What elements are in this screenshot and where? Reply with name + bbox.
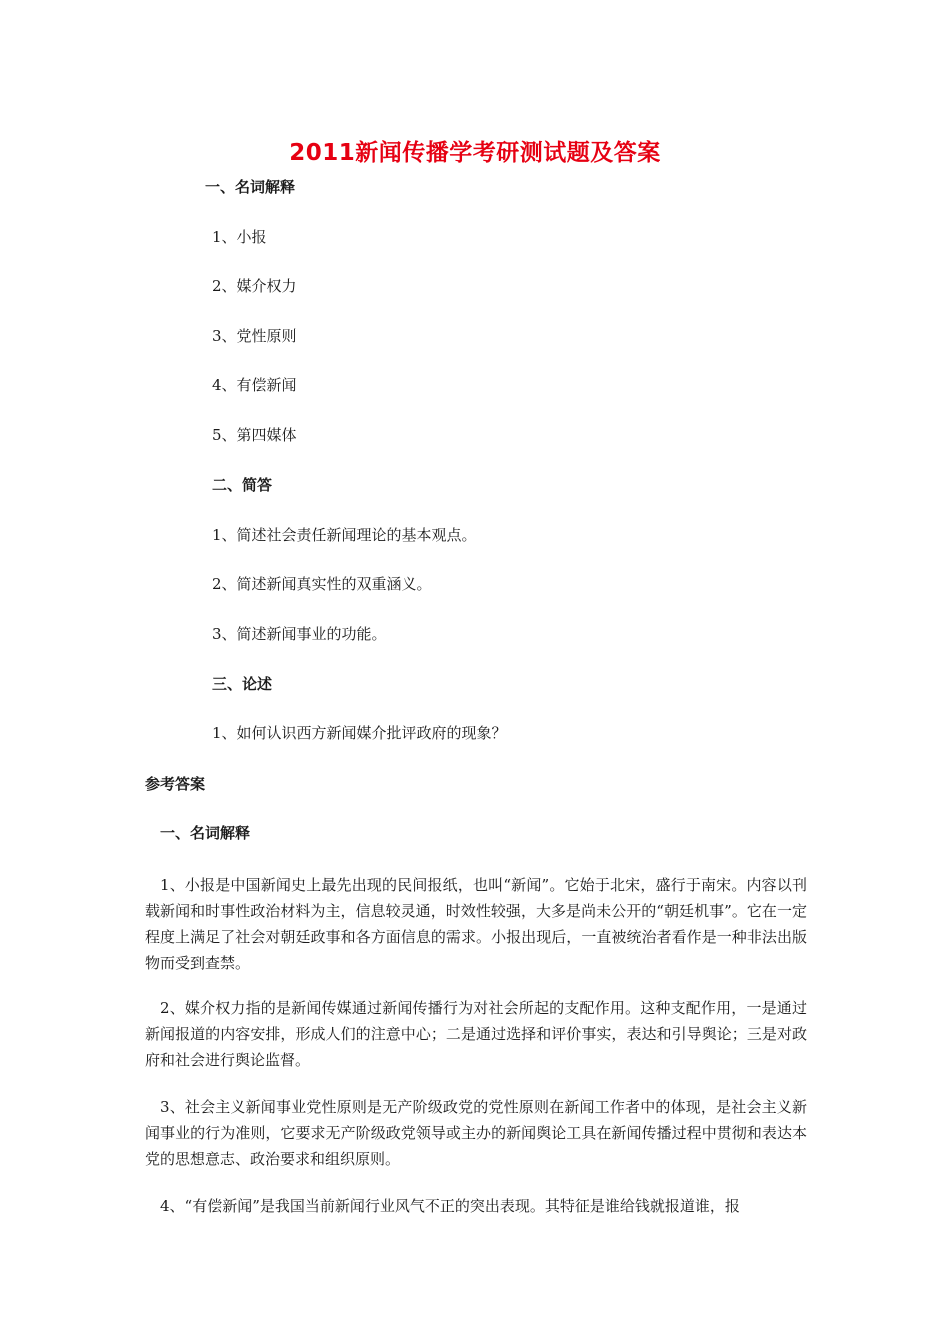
question-item: 3、党性原则: [212, 327, 297, 345]
question-item: 1、小报: [212, 228, 267, 246]
section-heading-terms: 一、名词解释: [205, 178, 296, 196]
document-title: 2011新闻传播学考研测试题及答案: [289, 140, 661, 166]
answers-section-heading-terms: 一、名词解释: [160, 824, 251, 842]
question-item: 2、媒介权力: [212, 277, 297, 295]
answer-paragraph: 1、小报是中国新闻史上最先出现的民间报纸，也叫“新闻”。它始于北宋，盛行于南宋。内容以刊载新闻和时事性政治材料为主，信息较灵通，时效性较强，大多是尚未公开的“朝廷机事”。它在一定程度上满足了社会对朝廷政事和各方面信息的需求。小报出现后，一直被统治者看作是一种非法出版物而受到查禁。: [145, 876, 807, 972]
answer-paragraph: 2、媒介权力指的是新闻传媒通过新闻传播行为对社会所起的支配作用。这种支配作用，一是通过新闻报道的内容安排，形成人们的注意中心；二是通过选择和评价事实，表达和引导舆论；三是对政府和社会进行舆论监督。: [145, 999, 807, 1069]
section-heading-essay: 三、论述: [212, 675, 273, 693]
question-item: 1、如何认识西方新闻媒介批评政府的现象？: [212, 724, 507, 742]
question-item: 5、第四媒体: [212, 426, 297, 444]
question-item: 3、简述新闻事业的功能。: [212, 625, 387, 643]
section-heading-short-answer: 二、简答: [212, 476, 273, 494]
question-item: 4、有偿新闻: [212, 376, 297, 394]
answers-heading: 参考答案: [145, 775, 206, 793]
answer-paragraph: 3、社会主义新闻事业党性原则是无产阶级政党的党性原则在新闻工作者中的体现，是社会主义新闻事业的行为准则，它要求无产阶级政党领导或主办的新闻舆论工具在新闻传播过程中贯彻和表达本党的思想意志、政治要求和组织原则。: [145, 1098, 807, 1168]
question-item: 1、简述社会责任新闻理论的基本观点。: [212, 526, 477, 544]
question-item: 2、简述新闻真实性的双重涵义。: [212, 575, 432, 593]
answer-paragraph: 4、“有偿新闻”是我国当前新闻行业风气不正的突出表现。其特征是谁给钱就报道谁，报: [160, 1197, 740, 1215]
